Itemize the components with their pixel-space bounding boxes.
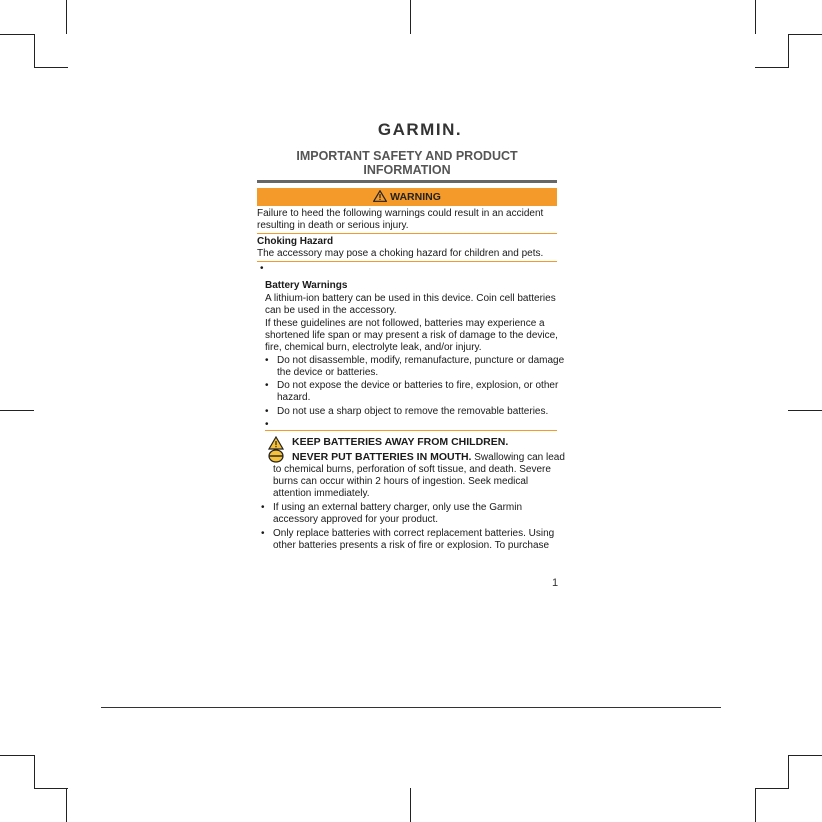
battery-item: Do not use a sharp object to remove the removable batteries. (277, 406, 549, 417)
choking-heading: Choking Hazard (257, 236, 334, 247)
never-put-warning: NEVER PUT BATTERIES IN MOUTH. (292, 451, 472, 463)
crop-mark (0, 410, 34, 411)
battery-text: can be used in the accessory. (265, 305, 397, 316)
bullet: • (265, 355, 269, 366)
battery-item: Do not expose the device or batteries to fire, explosion, or other (277, 380, 559, 391)
page-title: IMPORTANT SAFETY AND PRODUCT INFORMATION (296, 149, 518, 177)
crop-mark (755, 0, 756, 34)
warning-label: WARNING (390, 191, 441, 203)
crop-mark (410, 788, 411, 822)
crop-mark (34, 34, 35, 68)
crop-mark (0, 755, 34, 756)
battery-item: hazard. (277, 392, 311, 403)
crop-mark (410, 0, 411, 34)
bottom-rule (101, 707, 721, 708)
bullet: • (260, 263, 264, 274)
swallow-warning: NEVER PUT BATTERIES IN MOUTH. Swallowing can lead (292, 451, 565, 463)
crop-mark (0, 34, 34, 35)
crop-mark (66, 0, 67, 34)
divider (265, 430, 557, 431)
swallow-text: to chemical burns, perforation of soft tissue, and death. Severe (273, 464, 551, 475)
bullet: • (265, 380, 269, 391)
crop-mark (788, 755, 822, 756)
intro-text: resulting in death or serious injury. (257, 220, 409, 231)
crop-mark (788, 410, 822, 411)
battery-heading: Battery Warnings (265, 280, 348, 291)
garmin-logo: GARMIN. (377, 120, 463, 139)
replace-text: other batteries presents a risk of fire or explosion. To purchase (273, 540, 550, 551)
divider (257, 233, 557, 234)
crop-mark (788, 34, 822, 35)
page-number: 1 (552, 577, 559, 589)
crop-mark (788, 755, 789, 788)
divider (257, 261, 557, 262)
choking-text: The accessory may pose a choking hazard for children and pets. (257, 248, 544, 259)
battery-text: shortened life span or may present a risk of damage to the device, (265, 330, 558, 341)
swallow-text: attention immediately. (273, 488, 370, 499)
no-swallow-icon (268, 449, 284, 463)
warning-triangle-icon (268, 436, 284, 450)
charger-text: accessory approved for your product. (273, 514, 439, 525)
battery-item: Do not disassemble, modify, remanufacture, puncture or damage (277, 355, 565, 366)
crop-mark (788, 34, 789, 68)
battery-text: If these guidelines are not followed, batteries may experience a (265, 318, 545, 329)
warning-banner (257, 188, 557, 206)
charger-text: If using an external battery charger, only use the Garmin (273, 502, 523, 513)
bullet: • (261, 528, 265, 539)
replace-text: Only replace batteries with correct replacement batteries. Using (273, 528, 555, 539)
bullet: • (265, 406, 269, 417)
crop-mark (755, 788, 756, 822)
battery-text: A lithium-ion battery can be used in this device. Coin cell batteries (265, 293, 556, 304)
crop-mark (34, 788, 68, 789)
crop-mark (34, 67, 68, 68)
battery-item: the device or batteries. (277, 367, 379, 378)
keep-away-warning: KEEP BATTERIES AWAY FROM CHILDREN. (292, 436, 509, 448)
title-rule (257, 180, 557, 183)
swallow-text: burns can occur within 2 hours of ingestion. Seek medical (273, 476, 529, 487)
warning-triangle-icon (373, 190, 387, 202)
battery-text: fire, chemical burn, electrolyte leak, and/or injury. (265, 342, 482, 353)
crop-mark (66, 788, 67, 822)
crop-mark (755, 67, 789, 68)
bullet: • (261, 502, 265, 513)
bullet: • (265, 419, 269, 430)
intro-text: Failure to heed the following warnings could result in an accident (257, 208, 544, 219)
crop-mark (755, 788, 789, 789)
crop-mark (34, 755, 35, 788)
